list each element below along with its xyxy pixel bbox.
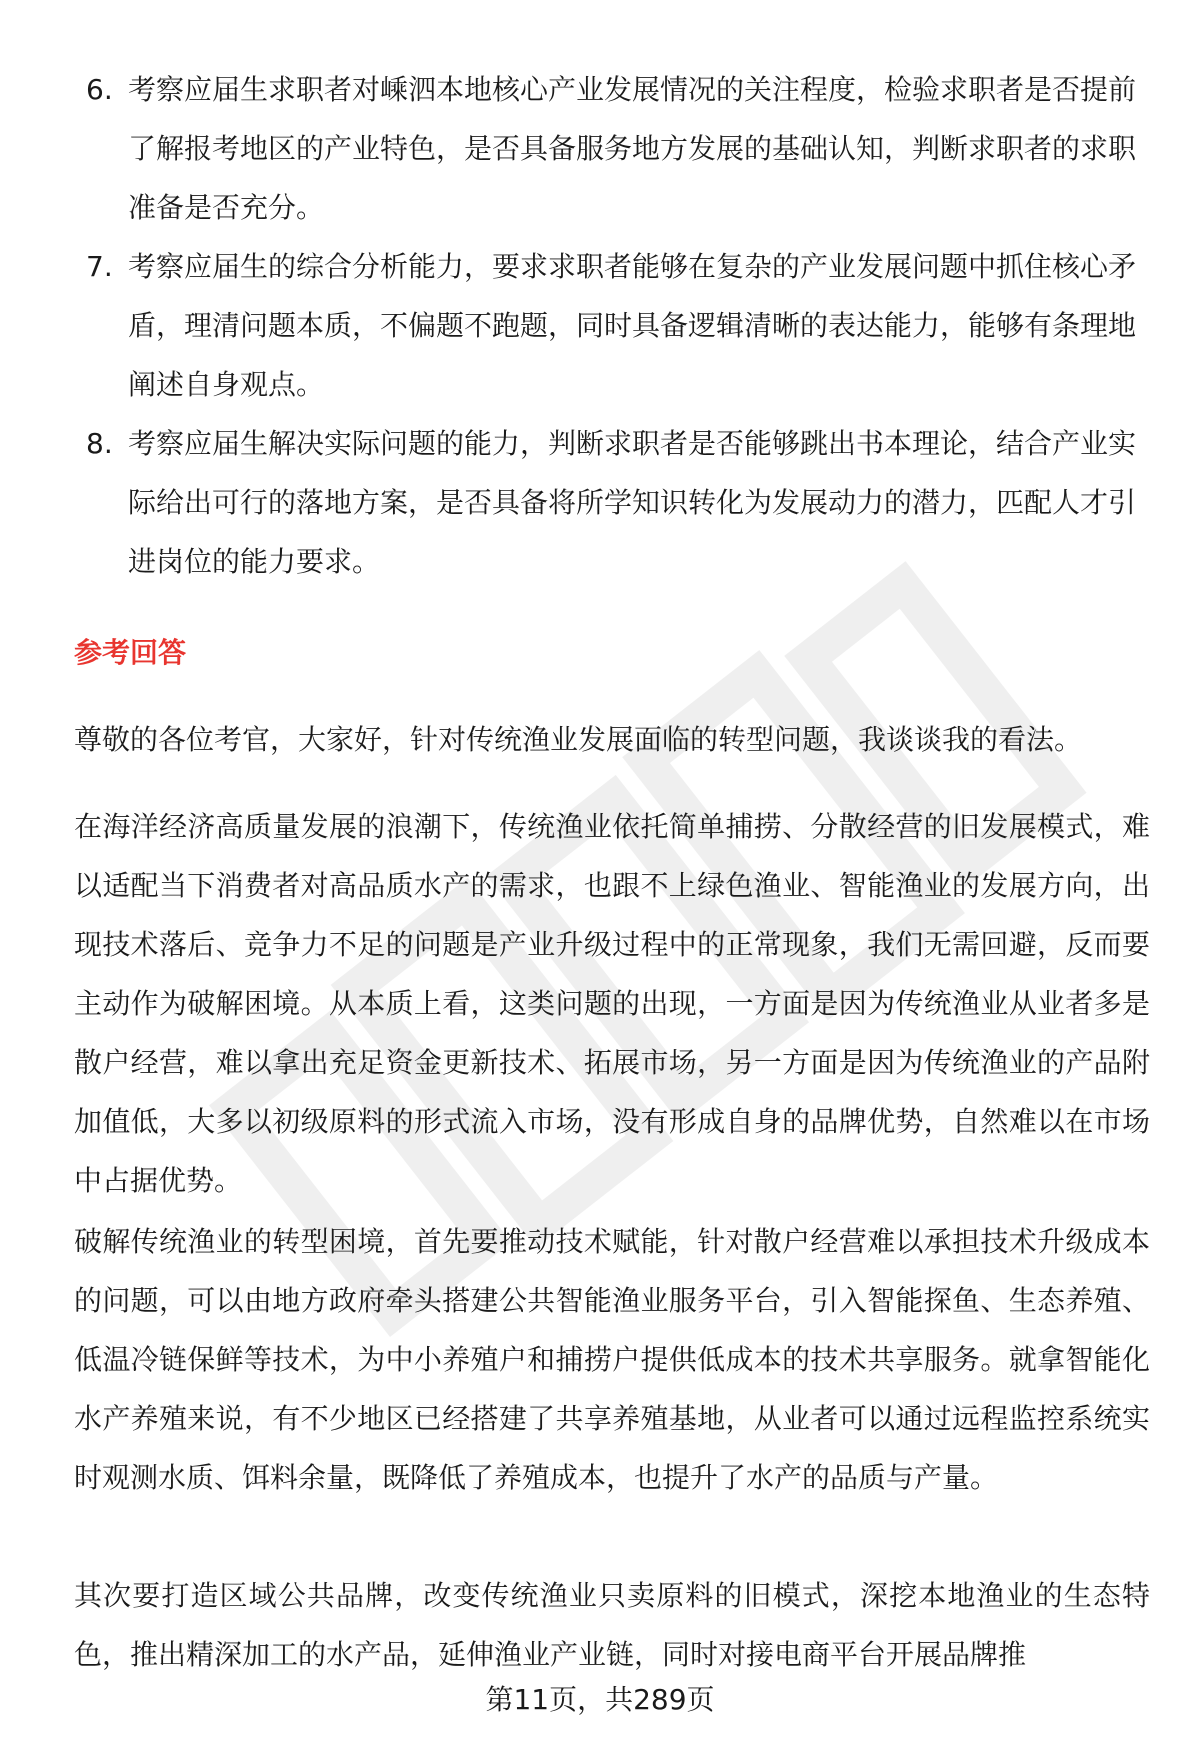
list-item xyxy=(74,414,1144,591)
list-number: 8. xyxy=(86,427,113,460)
page-footer: 第11页，共289页 xyxy=(485,1683,715,1716)
paragraph: 在海洋经济高质量发展的浪潮下，传统渔业依托简单捕捞、分散经营的旧发展模式，难以适配当下消费者对高品质水产的需求，也跟不上绿色渔业、智能渔业的发展方向，出现技术落后、竞争力不足的问题是产业升级过程中的正常现象，我们无需回避，反而要主动作为破解困境。从本质上看，这类问题的出现，一方面是因为传统渔业从业者多是散户经营，难以拿出充足资金更新技术、拓展市场，另一方面是因为传统渔业的产品附加值低，大多以初级原料的形式流入市场，没有形成自身的品牌优势，自然难以在市场中占据优势。 xyxy=(74,810,1150,1197)
list-item xyxy=(74,60,1144,237)
list-number: 7. xyxy=(86,250,113,283)
list-item-text: 考察应届生的综合分析能力，要求求职者能够在复杂的产业发展问题中抓住核心矛盾，理清问题本质，不偏题不跑题，同时具备逻辑清晰的表达能力，能够有条理地阐述自身观点。 xyxy=(128,250,1137,401)
list-item-text: 考察应届生解决实际问题的能力，判断求职者是否能够跳出书本理论，结合产业实际给出可行的落地方案，是否具备将所学知识转化为发展动力的潜力，匹配人才引进岗位的能力要求。 xyxy=(128,427,1137,578)
criteria-list xyxy=(74,60,1144,591)
paragraph: 尊敬的各位考官，大家好，针对传统渔业发展面临的转型问题，我谈谈我的看法。 xyxy=(74,723,1083,756)
paragraph: 其次要打造区域公共品牌，改变传统渔业只卖原料的旧模式，深挖本地渔业的生态特色，推出精深加工的水产品，延伸渔业产业链，同时对接电商平台开展品牌推 xyxy=(74,1579,1150,1671)
section-heading: 参考回答 xyxy=(74,636,187,669)
list-item xyxy=(74,237,1144,414)
paragraph: 破解传统渔业的转型困境，首先要推动技术赋能，针对散户经营难以承担技术升级成本的问题，可以由地方政府牵头搭建公共智能渔业服务平台，引入智能探鱼、生态养殖、低温冷链保鲜等技术，为中小养殖户和捕捞户提供低成本的技术共享服务。就拿智能化水产养殖来说，有不少地区已经搭建了共享养殖基地，从业者可以通过远程监控系统实时观测水质、饵料余量，既降低了养殖成本，也提升了水产的品质与产量。 xyxy=(74,1225,1150,1494)
list-number: 6. xyxy=(86,73,113,106)
list-item-text: 考察应届生求职者对嵊泗本地核心产业发展情况的关注程度，检验求职者是否提前了解报考地区的产业特色，是否具备服务地方发展的基础认知，判断求职者的求职准备是否充分。 xyxy=(128,73,1137,224)
